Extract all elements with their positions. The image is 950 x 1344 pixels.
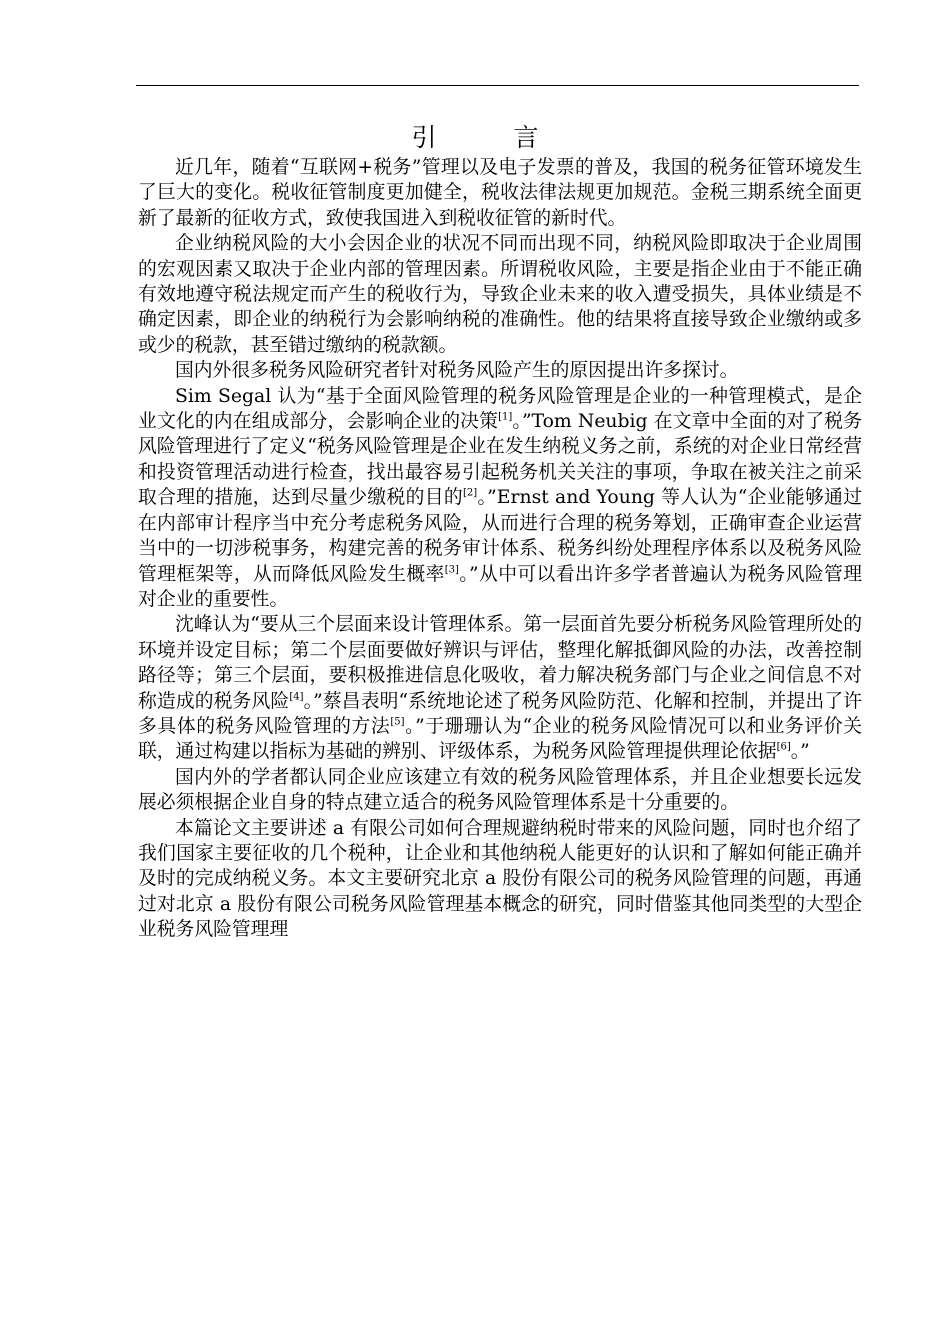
citation-reference: [2]	[462, 488, 478, 500]
paragraph-text: 企业纳税风险的大小会因企业的状况不同而出现不同，纳税风险即取决于企业周围的宏观因素又取决于企业内部的管理因素。所谓税收风险，主要是指企业由于不能正确有效地遵守税法规定而产生的税收行为，导致企业未来的收入遭受损失，具体业绩是不确定因素，即企业的纳税行为会影响纳税的准确性。他的结果将直接导致企业缴纳或多或少的税款，甚至错过缴纳的税款额。	[138, 233, 862, 356]
paragraph-text: 本篇论文主要讲述 a 有限公司如何合理规避纳税时带来的风险问题，同时也介绍了我们国家主要征收的几个税种，让企业和其他纳税人能更好的认识和了解如何能正确并及时的完成纳税义务。本文主要研究北京 a 股份有限公司的税务风险管理的问题，再通过对北京 a 股份有限公司税务风险管理基本概念的研究，同时借鉴其他同类型的大型企业税务风险管理理	[138, 817, 862, 941]
paragraph	[138, 384, 862, 613]
paragraph	[138, 816, 862, 943]
paragraph	[138, 231, 862, 358]
paragraph-text: 沈峰认为“要从三个层面来设计管理体系。第一层面首先要分析税务风险管理所处的环境并设定目标；第二个层面要做好辨识与评估，整理化解抵御风险的办法，改善控制路径等；第三个层面，要积极推进信息化吸收，着力解决税务部门与企业之间信息不对称造成的税务风险	[138, 614, 862, 712]
paragraph-text: 。”从中可以看出许多学者普遍认为税务风险管理对企业的重要性。	[138, 563, 862, 610]
paragraph-text: 。”于珊珊认为“企业的税务风险情况可以和业务评价关联，通过构建以指标为基础的辨别、评级体系，为税务风险管理提供理论依据	[138, 715, 863, 763]
paragraph	[138, 612, 862, 764]
body-text	[138, 155, 862, 943]
section-title: 引 言	[411, 123, 565, 152]
header-rule	[136, 85, 859, 86]
citation-reference: [3]	[444, 564, 459, 576]
paragraph-text: 国内外很多税务风险研究者针对税务风险产生的原因提出许多探讨。	[175, 360, 739, 382]
paragraph	[138, 358, 862, 383]
paragraph-text: 。”Ernst and Young 等人认为“企业能够通过在内部审计程序当中充分考虑税务风险，从而进行合理的税务筹划，正确审查企业运营当中的一切涉税事务，构建完善的税务审计体系、税务纠纷处理程序体系以及税务风险管理框架等，从而降低风险发生概率	[138, 487, 863, 585]
paragraph-text: 。”	[790, 741, 810, 763]
paragraph-text: 。”蔡昌表明“系统地论述了税务风险防范、化解和控制，并提出了许多具体的税务风险管理的方法	[138, 690, 863, 737]
paragraph	[138, 155, 862, 231]
citation-reference: [5]	[390, 716, 405, 728]
citation-reference: [4]	[289, 691, 304, 703]
citation-reference: [1]	[498, 411, 513, 423]
citation-reference: [6]	[776, 742, 791, 754]
paragraph-text: Sim Segal 认为“基于全面风险管理的税务风险管理是企业的一种管理模式，是企业文化的内在组成部分，会影响企业的决策	[138, 385, 862, 433]
paragraph	[138, 765, 862, 816]
paragraph-text: 。”Tom Neubig 在文章中全面的对了税务风险管理进行了定义“税务风险管理是企业在发生纳税义务之前，系统的对企业日常经营和投资管理活动进行检查，找出最容易引起税务机关关注的事项，争取在被关注之前采取合理的措施，达到尽量少缴税的目的	[138, 411, 863, 509]
paragraph-text: 国内外的学者都认同企业应该建立有效的税务风险管理体系，并且企业想要长远发展必须根据企业自身的特点建立适合的税务风险管理体系是十分重要的。	[138, 766, 862, 814]
paragraph-text: 近几年，随着“互联网+税务”管理以及电子发票的普及，我国的税务征管环境发生了巨大的变化。税收征管制度更加健全，税收法律法规更加规范。金税三期系统全面更新了最新的征收方式，致使我国进入到税收征管的新时代。	[138, 157, 862, 229]
